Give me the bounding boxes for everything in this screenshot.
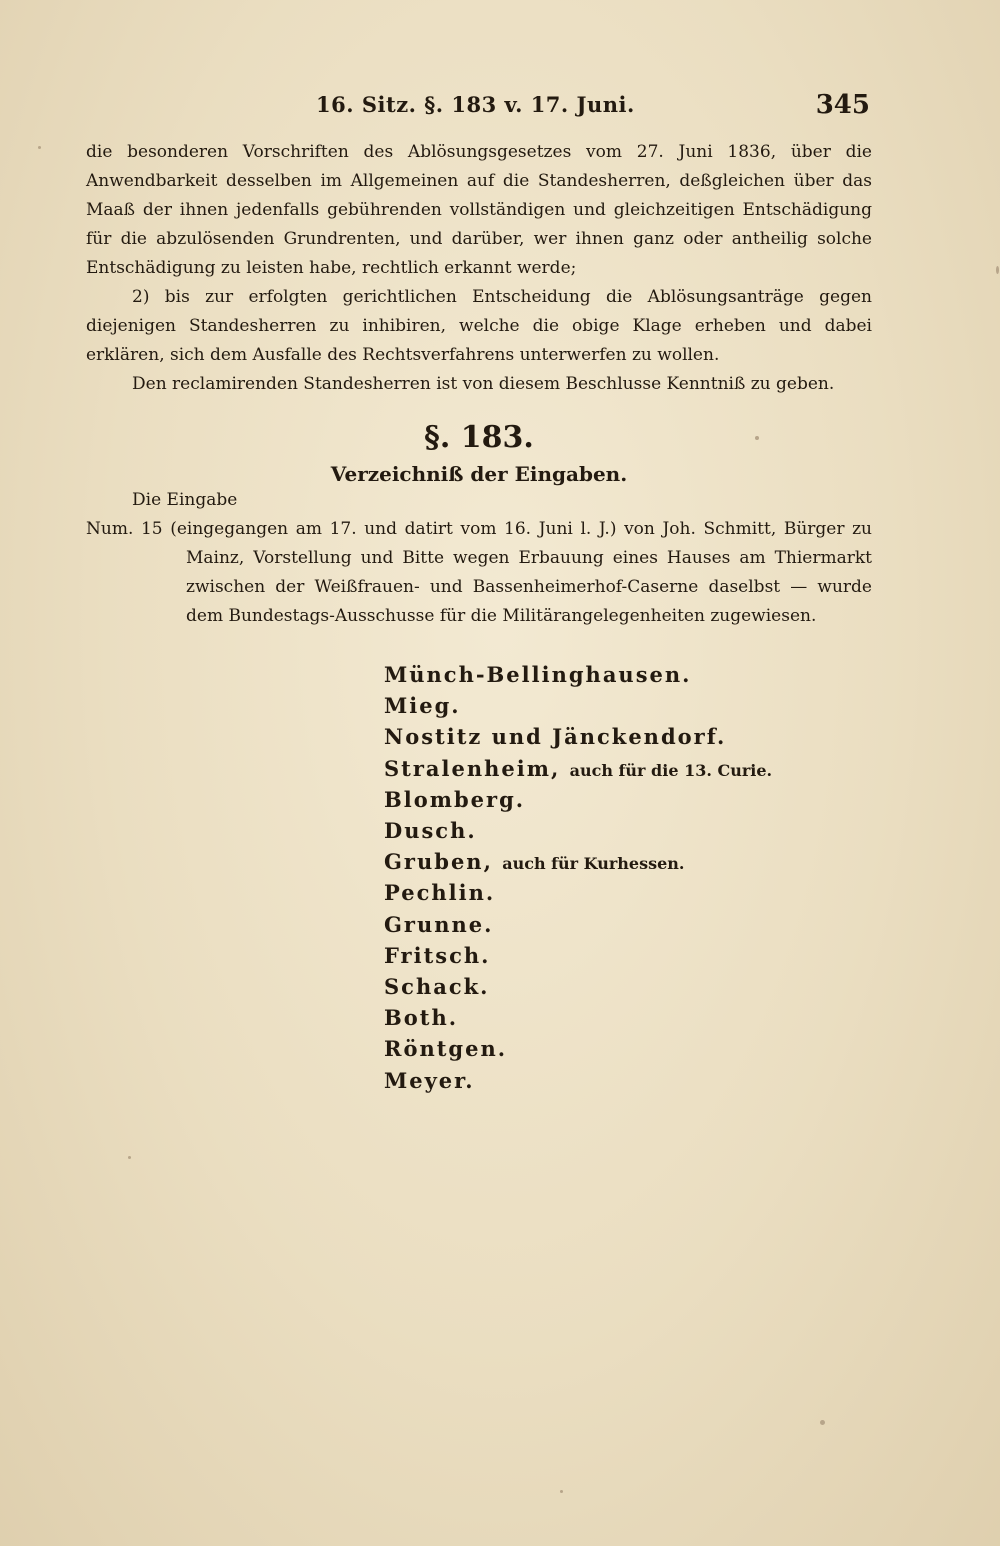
signatory-name: Meyer. xyxy=(384,1067,475,1093)
signatory-name: Pechlin. xyxy=(384,880,496,906)
signatory xyxy=(384,816,864,847)
signatory-name: Münch-Bellinghausen. xyxy=(384,662,692,687)
signatory xyxy=(384,910,864,941)
section-heading xyxy=(86,418,872,490)
section-title: Verzeichniß der Eingaben. xyxy=(330,462,628,486)
signatory-name: Röntgen. xyxy=(384,1036,508,1062)
paragraph-item-2: 2) bis zur erfolgten gerichtlichen Entscheidung die Ablösungsanträge gegen diejenigen Standesherren zu inhibiren, welche die obige Klage erheben und dabei erklären, sich dem Ausfalle des Rechtsverfahrens unterwerfen zu wollen. xyxy=(86,287,872,365)
signatory-name: Schack. xyxy=(384,974,490,1000)
signatory-list xyxy=(384,660,864,1097)
paragraph-notice: Den reclamirenden Standesherren ist von diesem Beschlusse Kenntniß zu geben. xyxy=(132,374,835,394)
running-header xyxy=(316,92,876,126)
signatory-name: Dusch. xyxy=(384,818,477,844)
signatory xyxy=(384,1034,864,1065)
submission-intro: Die Eingabe xyxy=(132,490,238,510)
signatory xyxy=(384,1003,864,1034)
page-number: 345 xyxy=(815,90,870,120)
signatory-name: Mieg. xyxy=(384,693,461,719)
signatory xyxy=(384,941,864,972)
signatory xyxy=(384,722,864,753)
signatory-note: auch für Kurhessen. xyxy=(502,854,685,874)
signatory-note: auch für die 13. Curie. xyxy=(569,760,773,780)
signatory xyxy=(384,691,864,722)
paragraph-continuation: die besonderen Vorschriften des Ablösungsgesetzes vom 27. Juni 1836, über die Anwendbarkeit desselben im Allgemeinen auf die Standesherren, deßgleichen über das Maaß der ihnen jedenfalls gebührenden vollständigen und gleichzeitigen Entschädigung für die abzulösenden Grundrenten, und darüber, wer ihnen ganz oder antheilig solche Entschädigung zu leisten habe, rechtlich erkannt werde; xyxy=(86,142,872,278)
section-number: §. 183. xyxy=(424,420,534,455)
signatory xyxy=(384,754,864,785)
signatory xyxy=(384,660,864,691)
body-text xyxy=(86,138,872,399)
signatory-name: Both. xyxy=(384,1005,459,1031)
submission-entry xyxy=(86,486,872,631)
signatory-name: Gruben, xyxy=(384,849,493,875)
signatory xyxy=(384,847,864,878)
running-title: 16. Sitz. §. 183 v. 17. Juni. xyxy=(316,92,635,117)
submission-text: Num. 15 (eingegangen am 17. und datirt vom 16. Juni l. J.) von Joh. Schmitt, Bürger zu Mainz, Vorstellung und Bitte wegen Erbauung eines Hauses am Thiermarkt zwischen der Weißfrauen- und Bassenheimerhof-Caserne daselbst — wurde dem Bundestags-Ausschusse für die Militärangelegenheiten zugewiesen. xyxy=(86,519,872,626)
signatory-name: Blomberg. xyxy=(384,786,526,812)
signatory-name: Nostitz und Jänckendorf. xyxy=(384,724,727,750)
signatory xyxy=(384,878,864,909)
signatory xyxy=(384,972,864,1003)
signatory xyxy=(384,785,864,816)
signatory-name: Stralenheim, xyxy=(384,755,561,781)
signatory xyxy=(384,1066,864,1097)
signatory-name: Fritsch. xyxy=(384,942,491,968)
signatory-name: Grunne. xyxy=(384,911,494,937)
